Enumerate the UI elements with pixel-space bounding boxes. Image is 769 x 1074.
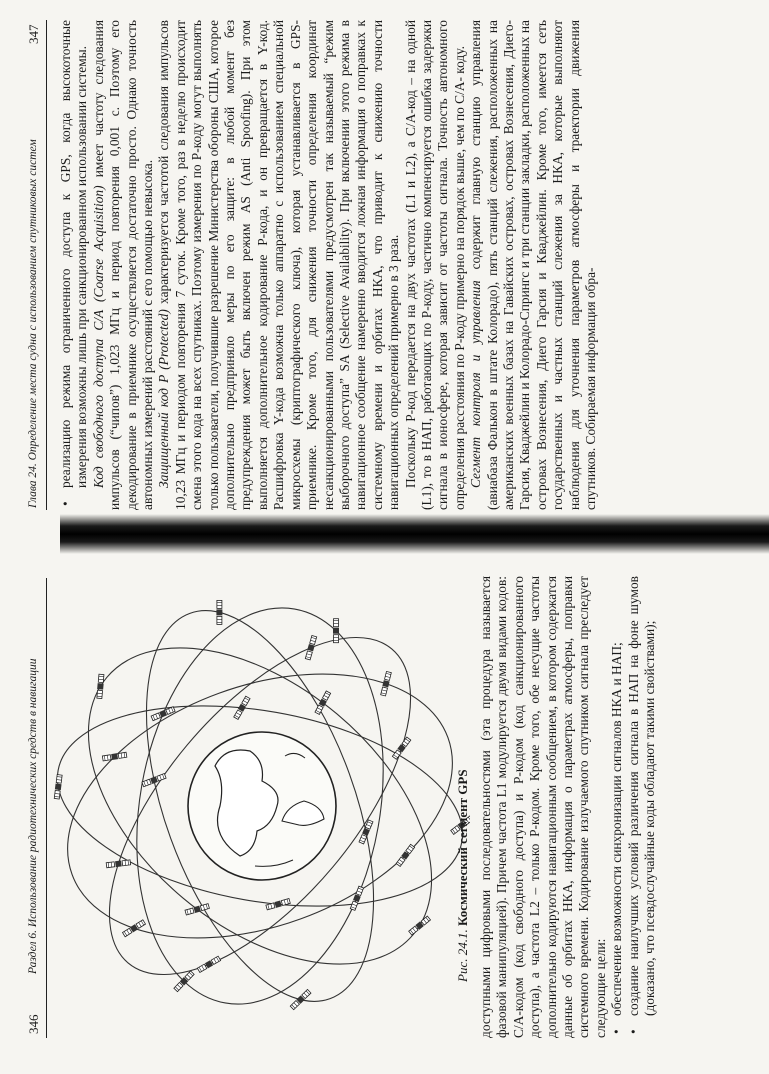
- figure-caption: [455, 769, 471, 982]
- gps-space-segment-figure: [50, 586, 470, 1026]
- satellite-icon: [54, 775, 63, 800]
- satellite-icon: [396, 844, 415, 867]
- right-running-head: [27, 139, 39, 508]
- satellite-icon: [216, 600, 222, 624]
- right-paragraph-2: [156, 20, 402, 510]
- left-body-text: [478, 576, 658, 1038]
- protected-code-text: характеризуется частотой следования импульсов 10,23 МГц и периодом повторения 7 суток. Кроме того, раз в неделю происходит смена этого кода на всех спутниках. Поэтому измерения по P-коду могут выполнять только пользователи, получившие разрешение Министерства обороны США, которое дополнительно предприняло меры по его защите: в любой момент без предупреждения может быть включен режим AS (Anti Spoofing). При этом выполняется дополнительное кодирование P-кода, и он превращается в Y-код. Расшифровка Y-кода возможна только аппаратно с использованием специальной микросхемы (криптографического ключа), которая устанавливается в GPS-приемнике. Кроме того, для снижения точности определения координат несанкционированными пользователями предусмотрен так называемый “режим выборочного доступа” SA (Selective Availability). При включении этого режима в навигационное сообщение намеренно вводится ложная информация о поправках к системному времени и орбитах НКА, что приводит к снижению точности навигационных определений примерно в 3 раза.: [156, 20, 402, 510]
- left-running-head: Раздел 6. Использование радиотехнических средств в навигации: [27, 658, 39, 974]
- right-paragraph-4: [468, 20, 599, 510]
- satellite-icon: [359, 820, 374, 844]
- satellite-icon: [122, 919, 146, 937]
- control-segment-term: Сегмент контроля и управления: [468, 280, 484, 488]
- satellite-icon: [380, 671, 392, 696]
- satellite-icon: [315, 691, 332, 715]
- satellite-icon: [185, 903, 210, 915]
- left-bullet-1: • обеспечение возможности синхронизации сигналов НКА и НАП;: [609, 576, 625, 1038]
- satellite-icon: [197, 956, 221, 973]
- coarse-acquisition-text: имеет частоту следования импульсов (“чипов”) 1,023 МГц и период повторения 0,001 с. Поэтому его декодирование в приемнике осуществляется достаточно просто. Однако точность автономных измерений расстояний с его помощью невысока.: [90, 19, 156, 510]
- left-header-rule: [46, 578, 47, 1038]
- right-running-head-label: Глава 24.: [27, 463, 39, 508]
- earth-globe: [188, 732, 336, 880]
- left-paragraph-1: доступными цифровыми последовательностями (эта процедура называется фазовой манипуляцией). Причем частота L1 модулируется двумя видами кодов: C/A-кодом (код свободного доступа) и P-кодом (код санкционированного доступа), а частота L2 – только P-кодом. Кроме того, обе несущие частоты дополнительно кодируются навигационным сообщением, в котором содержатся данные об орбитах НКА, информация о параметрах атмосферы, поправки системного времени. Кодирование излучаемого спутником сигнала преследует следующие цели:: [478, 576, 608, 1038]
- coarse-acquisition-term: Код свободного доступа C/A (Coarse Acquisition): [90, 185, 106, 488]
- right-running-head-text: Определение места судна с использованием спутниковых систем: [27, 139, 39, 461]
- left-page-number: 346: [26, 1014, 41, 1034]
- satellite-icon: [266, 898, 291, 910]
- right-paragraph-1: [91, 20, 157, 510]
- figure-caption-label: Рис. 24.1.: [455, 929, 470, 982]
- satellite-icon: [96, 674, 104, 698]
- satellite-icon: [350, 886, 364, 911]
- satellite-icon: [305, 635, 317, 660]
- left-page: [0, 534, 769, 1074]
- control-segment-text: содержит главную станцию управления (авиабаза Фалькон в штате Колорадо), пять станций слежения, расположенных на американских военных базах на Гавайских островах, островах Вознесения, Диего-Гарсия, Кваджейлин и Колорадо-Спрингс и три станции закладки, расположенных на островах Вознесения, Диего Гарсия и Кваджейлин. Кроме того, имеется сеть государственных и частных станций слежения за НКА, которые выполняют наблюдения для уточнения параметров атмосферы и траектории движения спутников. Собираемая информация обра-: [468, 20, 598, 510]
- right-page: [0, 0, 769, 534]
- right-page-number: 347: [26, 24, 41, 44]
- figure-caption-text: Космический сегмент GPS: [455, 769, 470, 927]
- satellite-icon: [333, 619, 339, 643]
- right-header-rule: [46, 20, 47, 510]
- left-bullet-2: • создание наилучших условий различения сигнала в НАП на фоне шумов (доказано, что псевдослучайные коды обладают такими свойствами);: [626, 576, 659, 1038]
- protected-code-term: Защищенный код P (Protected): [156, 309, 172, 488]
- right-body-text: [58, 20, 599, 510]
- satellite-icon: [408, 916, 430, 936]
- satellite-icon: [142, 773, 167, 787]
- satellite-icon: [290, 989, 311, 1010]
- right-bullet-1: • реализацию режима ограниченного доступа к GPS, когда высокоточные измерения возможны лишь при санкционированном использовании системы.: [58, 20, 91, 510]
- right-paragraph-3: Поскольку P-код передается на двух частотах (L1 и L2), а C/A-код – на одной (L1), то в НАП, работающих по P-коду, частично компенсируется ошибка задержки сигнала в ионосфере, которая зависит от частоты сигнала. Точность автономного определения расстояния по P-коду примерно на порядок выше, чем по C/A- коду.: [402, 20, 467, 510]
- satellite-icon: [102, 752, 127, 762]
- satellite-icon: [106, 859, 131, 868]
